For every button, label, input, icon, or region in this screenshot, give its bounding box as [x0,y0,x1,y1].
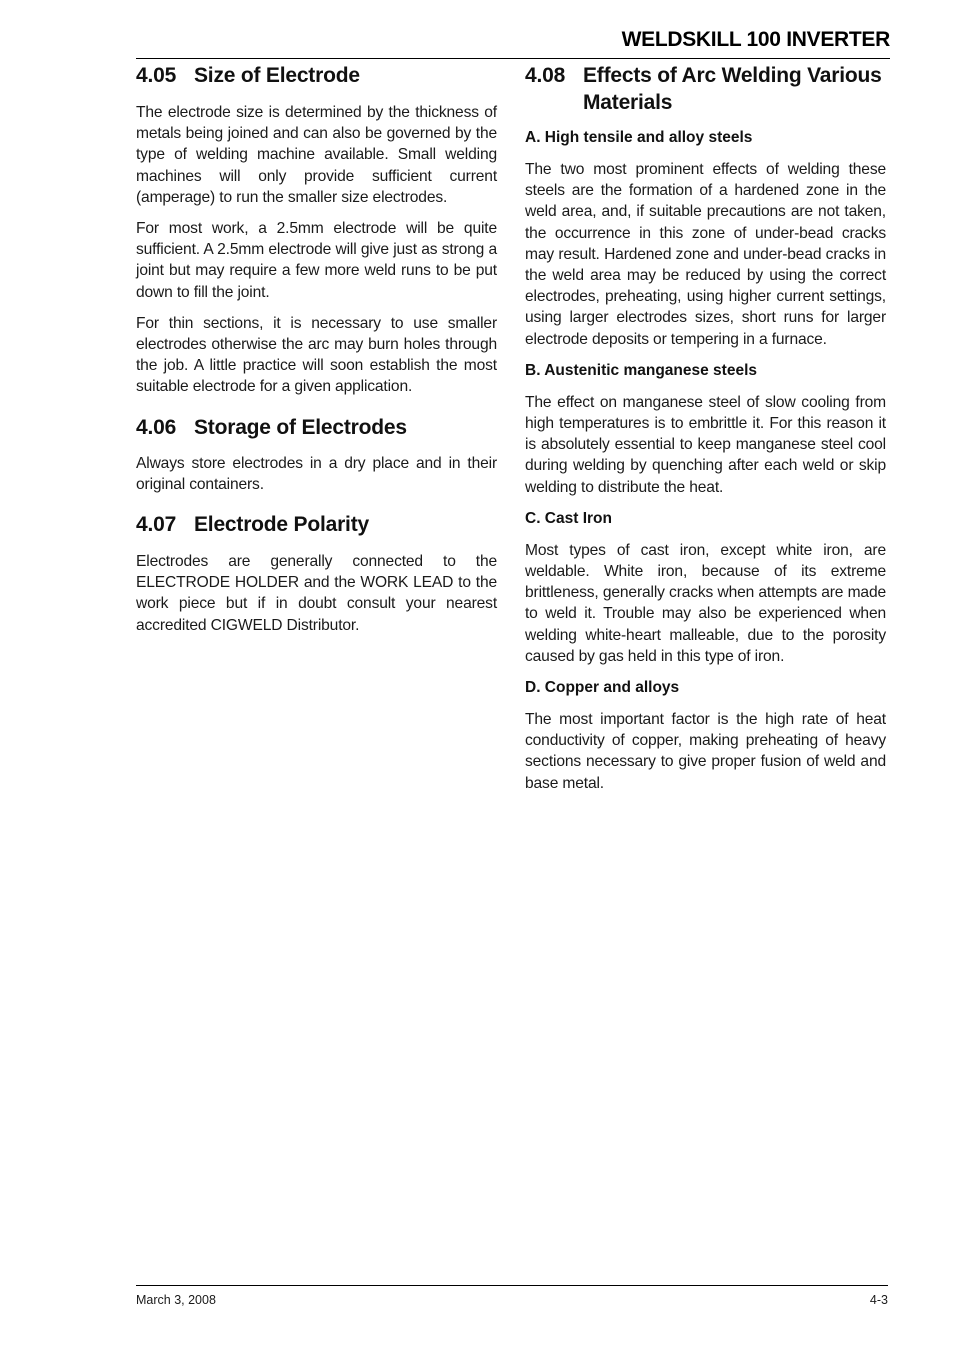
right-column [525,62,886,794]
section-title: Storage of Electrodes [194,415,407,439]
paragraph: Electrodes are generally connected to the ELECTRODE HOLDER and the WORK LEAD to the work piece but if in doubt consult your nearest accredited CIGWELD Distributor. [136,553,497,634]
section-title: Effects of Arc Welding Various Materials [583,64,882,114]
header-title: WELDSKILL 100 INVERTER [621,28,890,51]
subsection-heading-a: A. High tensile and alloy steels [525,129,753,146]
section-title: Size of Electrode [194,64,360,87]
section-heading-4-08 [525,62,886,116]
section-heading-4-07 [136,511,497,538]
section-title: Electrode Polarity [194,513,369,537]
paragraph: For thin sections, it is necessary to use smaller electrodes otherwise the arc may burn holes through the job. A little practice will soon establish the most suitable electrode for a given application. [136,314,497,396]
left-column [136,62,497,636]
paragraph: The most important factor is the high rate of heat conductivity of copper, making preheating of heavy sections necessary to give proper fusion of weld and base metal. [525,711,886,792]
paragraph: The effect on manganese steel of slow cooling from high temperatures is to embrittle it. For this reason it is absolutely essential to keep manganese steel cool during welding by quenching after each weld or skip welding to distribute the heat. [525,393,886,496]
section-number: 4.06 [136,415,177,439]
footer-date: March 3, 2008 [136,1293,216,1307]
paragraph: The electrode size is determined by the thickness of metals being joined and can also be governed by the type of welding machine available. Small welding machines will only provide sufficient current (amperage) to run the smaller size electrodes. [136,104,497,206]
page-number: 4-3 [869,1293,888,1307]
paragraph: The two most prominent effects of welding these steels are the formation of a hardened zone in the weld area, and, if suitable precautions are not taken, the occurrence in this zone of under-bead cracks may result. Hardened zone and under-bead cracks in the weld area may be reduced by using the correct electrodes, preheating, using higher current settings, using larger electrodes sizes, short runs for larger electrode deposits or tempering in a furnace. [525,161,886,348]
section-heading-4-06 [136,414,497,441]
paragraph: Always store electrodes in a dry place and in their original containers. [136,454,497,493]
page-footer [136,1285,888,1307]
page-header [136,28,890,59]
section-number: 4.07 [136,513,177,537]
subsection-heading-d: D. Copper and alloys [525,679,680,697]
section-number: 4.08 [525,64,566,87]
subsection-heading-c: C. Cast Iron [525,509,612,527]
subsection-heading-b: B. Austenitic manganese steels [525,361,758,379]
paragraph: Most types of cast iron, except white iron, are weldable. White iron, because of its extreme brittleness, generally cracks when attempts are made to weld it. Trouble may also be experienced when welding white-heart malleable, due to the porosity caused by gas held in this type of iron. [525,541,886,665]
section-heading-4-05 [136,62,497,89]
paragraph: For most work, a 2.5mm electrode will be quite sufficient. A 2.5mm electrode will give just as strong a joint but may require a few more weld runs to be put down to fill the joint. [136,220,497,301]
section-number: 4.05 [136,64,177,87]
